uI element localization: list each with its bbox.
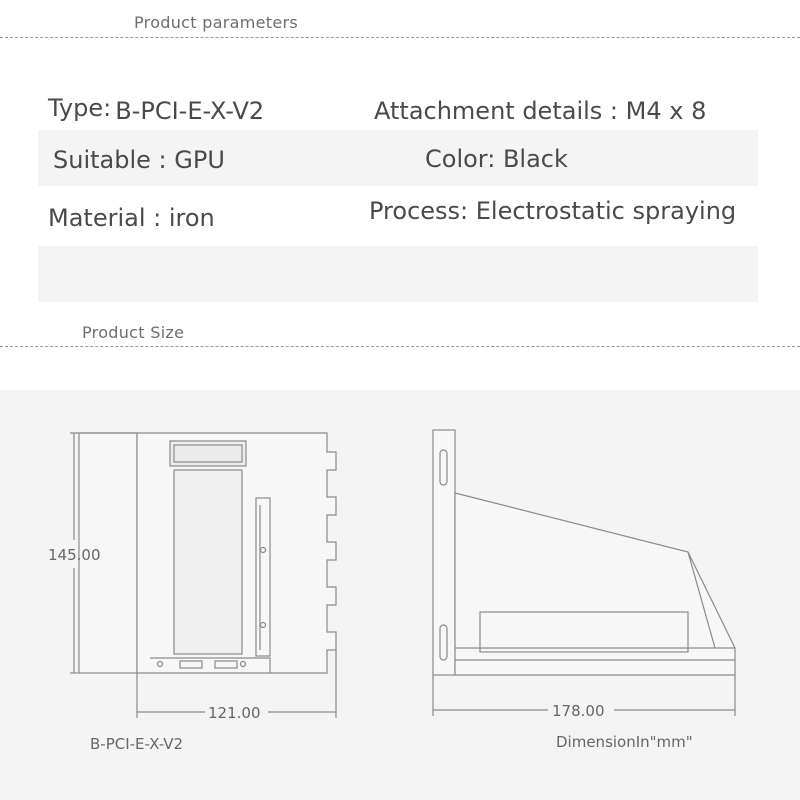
front-view-drawing [70, 433, 336, 718]
unit-caption: DimensionIn"mm" [556, 733, 693, 751]
color-param: Color: Black [425, 145, 568, 173]
suitable-param: Suitable : GPU [53, 146, 225, 174]
attachment-param: Attachment details : M4 x 8 [374, 97, 707, 125]
side-view-drawing [433, 430, 735, 716]
type-label: Type: [48, 94, 112, 122]
width-dimension-label: 121.00 [208, 704, 261, 722]
product-parameters-title: Product parameters [134, 13, 299, 32]
process-param: Process: Electrostatic spraying [369, 197, 737, 225]
depth-dimension-label: 178.00 [552, 702, 605, 720]
material-param: Material : iron [48, 204, 215, 232]
type-value: B-PCI-E-X-V2 [115, 97, 265, 125]
height-dimension-label: 145.00 [48, 546, 101, 564]
product-size-title: Product Size [82, 323, 185, 342]
model-caption: B-PCI-E-X-V2 [90, 735, 184, 753]
